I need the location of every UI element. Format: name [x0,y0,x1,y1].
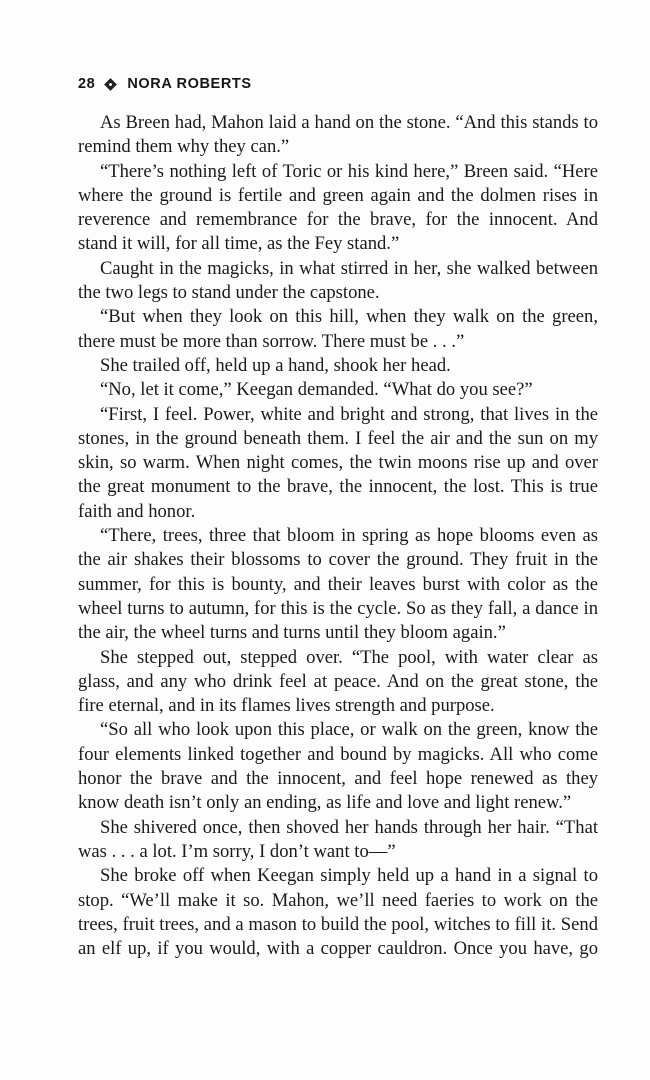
paragraph: She broke off when Keegan simply held up a hand in a signal to stop. “We’ll make it so. Mahon, we’ll need faeries to work on the trees, fruit trees, and a mason to build the pool, witches to fill it. Send an elf up, if you would, with a copper cauldron. Once you have, go [78,865,598,960]
paragraph: “First, I feel. Power, white and bright and strong, that lives in the stones, in the ground beneath them. I feel the air and the sun on my skin, so warm. When night comes, the twin moons rise up and over the great monument to the brave, the innocent, the lost. This is true faith and honor. [78,403,598,522]
paragraph: As Breen had, Mahon laid a hand on the stone. “And this stands to remind them why they can.” [78,112,598,158]
body-text [78,111,598,961]
paragraph: “But when they look on this hill, when they walk on the green, there must be more than sorrow. There must be . . .” [78,306,598,352]
paragraph: “So all who look upon this place, or walk on the green, know the four elements linked together and bound by magicks. All who come honor the brave and the innocent, and feel hope renewed as they know death isn’t only an ending, as life and love and light renew.” [78,719,598,814]
page-number: 28 [78,76,96,92]
running-head [78,73,598,95]
paragraph: She trailed off, held up a hand, shook her head. [100,354,451,376]
paragraph: Caught in the magicks, in what stirred in her, she walked between the two legs to stand under the capstone. [78,257,598,304]
book-page [78,73,598,961]
paragraph: “No, let it come,” Keegan demanded. “What do you see?” [100,379,533,401]
diamond-ornament-icon [104,78,117,91]
paragraph: She stepped out, stepped over. “The pool, with water clear as glass, and any who drink feel at peace. And on the great stone, the fire eternal, and in its flames lives strength and purpose. [78,646,598,717]
author-name: NORA ROBERTS [127,76,252,92]
paragraph: She shivered once, then shoved her hands through her hair. “That was . . . a lot. I’m sorry, I don’t want to—” [78,816,598,862]
paragraph: “There, trees, three that bloom in spring as hope blooms even as the air shakes their blossoms to cover the ground. They fruit in the summer, for this is bounty, and their leaves burst with color as the wheel turns to autumn, for this is the cycle. So as they fall, a dance in the air, the wheel turns and turns until they bloom again.” [78,525,598,644]
paragraph: “There’s nothing left of Toric or his kind here,” Breen said. “Here where the ground is fertile and green again and the dolmen rises in reverence and remembrance for the brave, for the innocent. And stand it will, for all time, as the Fey stand.” [78,160,598,255]
